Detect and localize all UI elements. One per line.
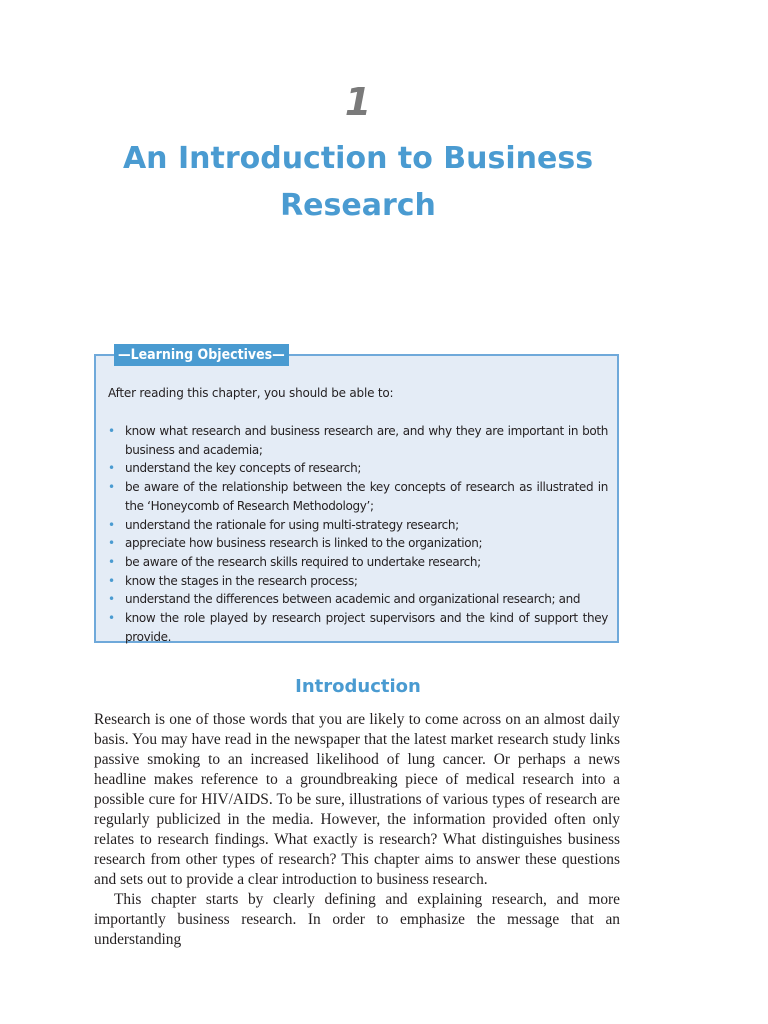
bullet-icon: • <box>108 536 115 551</box>
objective-text: be aware of the relationship between the key concepts of research as illustrated in the ‘Honeycomb of Research Methodology’; <box>125 480 608 513</box>
bullet-icon: • <box>108 611 115 626</box>
learning-objectives-list <box>108 422 608 646</box>
objective-text: understand the differences between academic and organizational research; and <box>125 592 581 607</box>
objective-text: know what research and business research are, and why they are important in both business and academia; <box>125 424 608 457</box>
bullet-icon: • <box>108 480 115 495</box>
section-heading-introduction: Introduction <box>295 676 421 697</box>
bullet-icon: • <box>108 461 115 476</box>
objective-text: know the role played by research project supervisors and the kind of support they provide. <box>125 611 608 644</box>
chapter-title: An Introduction to Business Research <box>122 141 594 223</box>
body-text <box>94 710 620 950</box>
objective-item <box>108 553 608 572</box>
bullet-icon: • <box>108 517 115 532</box>
objective-item <box>108 590 608 609</box>
objective-item <box>108 609 608 646</box>
bullet-icon: • <box>108 592 115 607</box>
objective-item <box>108 422 608 459</box>
bullet-icon: • <box>108 424 115 438</box>
objective-item <box>108 516 608 535</box>
chapter-number: 1 <box>344 80 372 124</box>
objective-item <box>108 478 608 515</box>
objective-item <box>108 534 608 553</box>
body-paragraph: Research is one of those words that you are likely to come across on an almost daily basis. You may have read in the newspaper that the latest market research study links passive smoking to an increased likelihood of lung cancer. Or perhaps a news headline makes reference to a groundbreaking piece of medical research into a possible cure for HIV/AIDS. To be sure, illustrations of various types of research are regularly publicized in the media. However, the information provided often only relates to research findings. What exactly is research? What distinguishes business research from other types of research? This chapter aims to answer these questions and sets out to provide a clear introduction to business research. <box>94 711 620 888</box>
learning-objectives-intro: After reading this chapter, you should be able to: <box>108 386 394 400</box>
body-paragraph: This chapter starts by clearly defining and explaining research, and more importantly business research. In order to emphasize the message that an understanding <box>94 891 620 948</box>
objective-text: appreciate how business research is linked to the organization; <box>125 536 483 551</box>
bullet-icon: • <box>108 573 115 588</box>
objective-item <box>108 459 608 478</box>
objective-text: understand the key concepts of research; <box>125 461 362 476</box>
objective-item <box>108 572 608 591</box>
learning-objectives-header: —Learning Objectives— <box>114 344 289 366</box>
learning-objectives-box <box>94 347 619 644</box>
objective-text: understand the rationale for using multi-strategy research; <box>125 517 459 532</box>
objective-text: know the stages in the research process; <box>125 573 358 588</box>
objective-text: be aware of the research skills required to undertake research; <box>125 554 481 569</box>
bullet-icon: • <box>108 554 115 569</box>
